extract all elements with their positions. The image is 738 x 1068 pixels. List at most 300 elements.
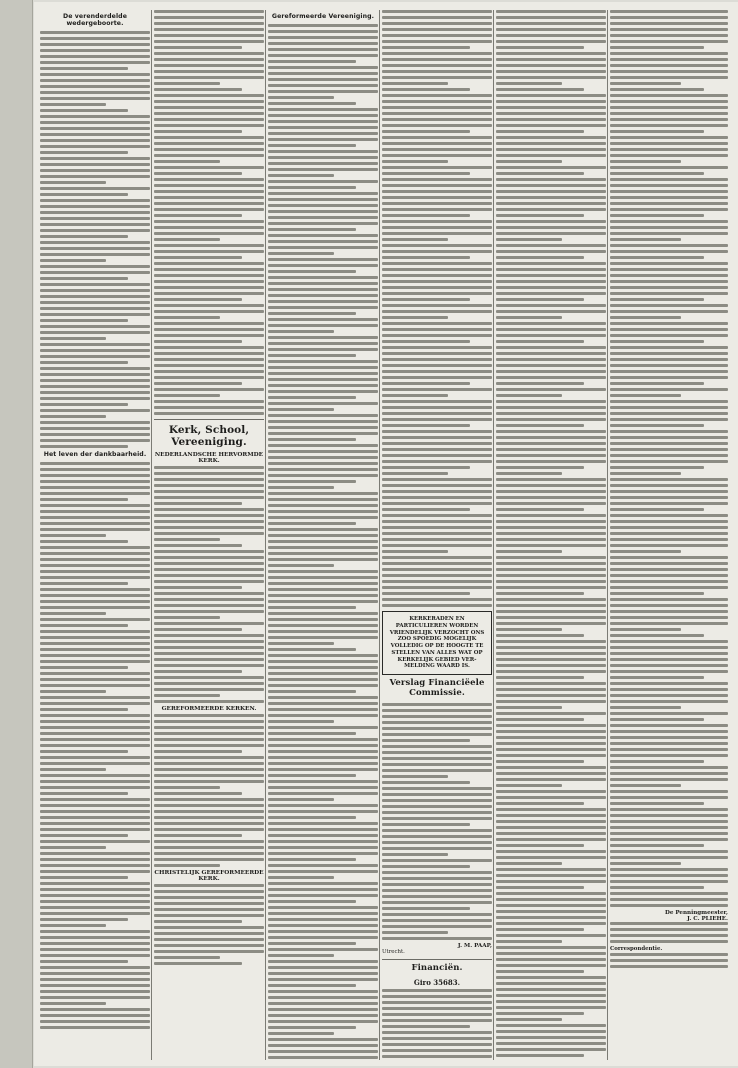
text-line: [268, 534, 378, 537]
text-line: [382, 10, 492, 13]
text-line: [40, 259, 106, 262]
text-line: [496, 10, 606, 13]
report-signature: J. M. PAAP,: [457, 942, 492, 949]
text-line: [268, 438, 356, 441]
text-line: [496, 478, 606, 481]
text-line: [268, 672, 378, 675]
text-line: [154, 478, 264, 481]
text-line: [496, 946, 606, 949]
text-line: [382, 1031, 492, 1034]
text-line: [154, 574, 264, 577]
text-line: [40, 85, 150, 88]
text-line: [610, 850, 728, 853]
text-line: [496, 856, 606, 859]
text-line: [154, 526, 264, 529]
text-line: [40, 948, 150, 951]
text-line: [496, 190, 606, 193]
text-line: [496, 46, 584, 49]
text-line: [268, 132, 378, 135]
text-line: [268, 144, 356, 147]
text-line: [268, 150, 378, 153]
text-line: [154, 786, 220, 789]
text-line: [40, 774, 150, 777]
text-line: [610, 538, 728, 541]
text-line: [382, 64, 492, 67]
text-line: [40, 1002, 106, 1005]
text-line: [154, 310, 264, 313]
text-line: [496, 754, 606, 757]
text-line: [40, 115, 150, 118]
text-line: [268, 582, 378, 585]
newspaper-sheet: [34, 2, 738, 1066]
notice-box: [382, 611, 492, 675]
text-line: [610, 358, 728, 361]
column-rule: [151, 10, 152, 1060]
text-line: [40, 924, 106, 927]
text-line: [496, 370, 606, 373]
text-line: [610, 754, 728, 757]
text-line: [382, 995, 492, 998]
text-line: [610, 959, 728, 962]
text-line: [496, 118, 606, 121]
text-line: [40, 379, 150, 382]
text-line: [496, 328, 606, 331]
text-line: [40, 349, 150, 352]
section-divider: [154, 419, 264, 420]
text-line: [154, 22, 264, 25]
text-line: [268, 1020, 378, 1023]
text-line: [496, 826, 606, 829]
text-line: [382, 823, 470, 826]
text-line: [154, 472, 264, 475]
text-line: [154, 154, 264, 157]
text-line: [382, 130, 470, 133]
text-line: [154, 896, 264, 899]
text-line: [382, 1007, 492, 1010]
text-line: [154, 792, 242, 795]
text-line: [154, 286, 264, 289]
text-line: [154, 780, 264, 783]
text-line: [610, 502, 728, 505]
text-line: [268, 480, 356, 483]
text-line: [382, 256, 470, 259]
text-line: [496, 238, 562, 241]
text-line: [610, 460, 728, 463]
text-line: [496, 748, 606, 751]
text-line: [154, 634, 264, 637]
text-line: [382, 112, 492, 115]
text-line: [154, 652, 264, 655]
text-line: [40, 391, 150, 394]
body-text: [40, 31, 150, 448]
text-line: [610, 934, 728, 937]
text-line: [496, 472, 562, 475]
text-line: [154, 610, 264, 613]
text-line: [610, 466, 704, 469]
text-line: [496, 22, 606, 25]
text-line: [382, 142, 492, 145]
text-line: [154, 556, 264, 559]
text-line: [382, 184, 492, 187]
text-line: [496, 358, 606, 361]
text-line: [610, 328, 728, 331]
text-line: [496, 442, 606, 445]
text-line: [154, 490, 264, 493]
text-line: [268, 324, 378, 327]
text-line: [610, 100, 728, 103]
text-line: [496, 292, 606, 295]
text-line: [610, 148, 728, 151]
text-line: [154, 82, 220, 85]
text-line: [268, 750, 378, 753]
text-line: [40, 768, 106, 771]
text-line: [496, 226, 606, 229]
text-line: [496, 1042, 606, 1045]
text-line: [40, 978, 150, 981]
text-line: [154, 628, 242, 631]
text-line: [268, 612, 378, 615]
text-line: [40, 528, 150, 531]
text-line: [382, 496, 492, 499]
text-line: [610, 580, 728, 583]
text-line: [496, 556, 606, 559]
text-line: [40, 864, 150, 867]
text-line: [268, 570, 378, 573]
text-line: [154, 256, 242, 259]
text-line: [154, 46, 242, 49]
text-line: [496, 58, 606, 61]
body-text: [610, 922, 728, 943]
text-line: [496, 970, 584, 973]
text-line: [610, 352, 728, 355]
body-text: [610, 953, 728, 968]
text-line: [496, 958, 606, 961]
text-line: [496, 562, 606, 565]
text-line: [268, 918, 378, 921]
text-line: [496, 178, 606, 181]
text-line: [496, 742, 606, 745]
text-line: [40, 289, 150, 292]
text-line: [154, 52, 264, 55]
text-line: [268, 456, 378, 459]
text-line: [268, 870, 378, 873]
text-line: [154, 858, 264, 861]
text-line: [40, 966, 150, 969]
text-line: [382, 208, 492, 211]
text-line: [610, 70, 728, 73]
text-line: [154, 902, 264, 905]
text-line: [154, 846, 264, 849]
text-line: [496, 844, 584, 847]
text-line: [154, 714, 264, 717]
text-line: [40, 385, 150, 388]
text-line: [610, 700, 728, 703]
text-line: [268, 306, 378, 309]
text-line: [268, 108, 378, 111]
text-line: [268, 210, 378, 213]
text-line: [40, 1014, 150, 1017]
text-line: [154, 346, 264, 349]
text-line: [382, 574, 492, 577]
text-line: [496, 382, 584, 385]
text-line: [610, 286, 728, 289]
text-line: [268, 558, 378, 561]
text-line: [154, 640, 264, 643]
text-line: [40, 606, 150, 609]
text-line: [496, 208, 606, 211]
text-line: [268, 552, 378, 555]
text-line: [268, 1032, 334, 1035]
text-line: [154, 774, 264, 777]
text-line: [268, 912, 378, 915]
correspondence-label: Correspondentie.: [610, 946, 663, 952]
text-line: [154, 28, 264, 31]
text-line: [268, 72, 378, 75]
text-line: [382, 202, 492, 205]
text-line: [610, 724, 728, 727]
text-line: [268, 684, 378, 687]
text-line: [268, 288, 378, 291]
text-line: [40, 403, 128, 406]
text-line: [268, 228, 356, 231]
text-line: [40, 834, 128, 837]
text-line: [40, 504, 150, 507]
text-line: [268, 864, 378, 867]
text-line: [496, 982, 606, 985]
text-line: [382, 172, 470, 175]
body-text: [610, 10, 728, 907]
text-line: [382, 478, 492, 481]
text-line: [496, 142, 606, 145]
column-rule: [493, 10, 494, 1060]
text-line: [496, 634, 584, 637]
text-line: [154, 658, 264, 661]
text-line: [268, 282, 378, 285]
text-line: [40, 906, 150, 909]
column-3: [268, 10, 378, 1060]
text-line: [382, 1001, 492, 1004]
text-line: [382, 799, 492, 802]
text-line: [610, 16, 728, 19]
text-line: [610, 478, 728, 481]
text-line: [382, 883, 492, 886]
text-line: [40, 816, 150, 819]
text-line: [382, 400, 492, 403]
text-line: [268, 360, 378, 363]
text-line: [40, 235, 128, 238]
text-line: [268, 978, 378, 981]
text-line: [382, 316, 448, 319]
text-line: [268, 366, 378, 369]
body-text: [40, 462, 150, 1029]
text-line: [610, 94, 728, 97]
text-line: [40, 522, 150, 525]
column-5: [496, 10, 606, 1060]
text-line: [610, 838, 728, 841]
text-line: [268, 642, 334, 645]
text-line: [382, 238, 448, 241]
text-line: [496, 82, 562, 85]
report-place: Utrecht.: [382, 948, 405, 955]
text-line: [610, 430, 728, 433]
text-line: [382, 757, 492, 760]
text-line: [154, 950, 264, 953]
text-line: [382, 394, 448, 397]
text-line: [496, 934, 606, 937]
text-line: [154, 580, 264, 583]
text-line: [496, 898, 606, 901]
text-line: [154, 196, 264, 199]
text-line: [496, 52, 606, 55]
text-line: [268, 786, 378, 789]
text-line: [154, 932, 264, 935]
text-line: [382, 46, 470, 49]
text-line: [496, 688, 606, 691]
text-line: [496, 760, 584, 763]
text-line: [610, 322, 728, 325]
text-line: [40, 73, 150, 76]
text-line: [496, 70, 606, 73]
text-line: [382, 526, 492, 529]
text-line: [496, 814, 606, 817]
text-line: [496, 274, 606, 277]
section-subheading: CHRISTELIJK GEREFORMEERDE KERK.: [154, 870, 264, 883]
text-line: [154, 604, 264, 607]
text-line: [496, 682, 606, 685]
text-line: [268, 948, 378, 951]
text-line: [496, 418, 606, 421]
text-line: [268, 162, 378, 165]
text-line: [268, 768, 378, 771]
text-line: [610, 394, 681, 397]
text-line: [154, 804, 264, 807]
text-line: [610, 382, 704, 385]
text-line: [382, 853, 448, 856]
text-line: [496, 574, 606, 577]
text-line: [268, 1044, 378, 1047]
text-line: [268, 312, 356, 315]
text-line: [382, 352, 492, 355]
text-line: [382, 160, 448, 163]
text-line: [268, 840, 378, 843]
text-line: [382, 745, 492, 748]
text-line: [268, 756, 378, 759]
text-line: [496, 850, 606, 853]
text-line: [154, 726, 264, 729]
text-line: [496, 808, 606, 811]
text-line: [268, 654, 378, 657]
text-line: [496, 334, 606, 337]
text-line: [610, 808, 728, 811]
text-line: [40, 954, 150, 957]
text-line: [40, 31, 150, 34]
text-line: [382, 538, 492, 541]
text-line: [268, 882, 378, 885]
text-line: [496, 580, 606, 583]
text-line: [268, 336, 378, 339]
text-line: [382, 370, 492, 373]
text-line: [268, 102, 356, 105]
text-line: [382, 346, 492, 349]
text-line: [610, 604, 728, 607]
text-line: [382, 418, 492, 421]
text-line: [268, 78, 378, 81]
text-line: [154, 400, 264, 403]
text-line: [382, 304, 492, 307]
text-line: [496, 886, 584, 889]
text-line: [382, 94, 492, 97]
text-line: [496, 496, 606, 499]
text-line: [496, 280, 606, 283]
text-line: [610, 40, 728, 43]
text-line: [154, 682, 264, 685]
text-line: [40, 361, 128, 364]
text-line: [268, 294, 378, 297]
text-line: [40, 678, 150, 681]
text-line: [496, 778, 606, 781]
text-line: [610, 256, 704, 259]
text-line: [268, 156, 378, 159]
text-line: [610, 562, 728, 565]
text-line: [610, 118, 728, 121]
text-line: [496, 640, 606, 643]
text-line: [496, 1054, 584, 1057]
text-line: [154, 316, 220, 319]
text-line: [40, 468, 150, 471]
text-line: [40, 439, 150, 442]
text-line: [40, 486, 150, 489]
text-line: [40, 151, 128, 154]
text-line: [382, 220, 492, 223]
text-line: [268, 450, 378, 453]
text-line: [268, 804, 378, 807]
body-text: [382, 989, 492, 1060]
text-line: [382, 739, 470, 742]
text-line: [610, 772, 728, 775]
text-line: [154, 100, 264, 103]
text-line: [154, 828, 264, 831]
text-line: [268, 384, 378, 387]
text-line: [496, 862, 562, 865]
section-title: Kerk, School, Vereeniging.: [168, 424, 250, 449]
text-line: [154, 720, 264, 723]
text-line: [154, 496, 264, 499]
text-line: [154, 412, 264, 415]
text-line: [40, 984, 150, 987]
text-line: [610, 112, 728, 115]
text-line: [268, 510, 378, 513]
text-line: [154, 466, 264, 469]
text-line: [382, 1013, 492, 1016]
text-line: [610, 664, 728, 667]
text-line: [382, 454, 492, 457]
text-line: [496, 646, 606, 649]
text-line: [154, 130, 242, 133]
text-line: [154, 810, 264, 813]
text-line: [496, 166, 606, 169]
text-line: [154, 664, 264, 667]
text-line: [496, 538, 606, 541]
text-line: [154, 532, 264, 535]
text-line: [154, 10, 264, 13]
text-line: [496, 550, 562, 553]
text-line: [268, 936, 378, 939]
text-line: [496, 340, 584, 343]
text-line: [496, 100, 606, 103]
text-line: [268, 636, 378, 639]
notice-text: KERKERADEN EN PARTICULIEREN WORDEN VRIENDELIJK VERZOCHT ONS ZOO SPOEDIG MOGELIJK VOLLEDIG OP DE HOOGTE TE STELLEN VAN ALLES WAT OP KERKELIJK GEBIED VER-MELDING WAARD IS.: [389, 616, 485, 670]
text-line: [154, 920, 242, 923]
